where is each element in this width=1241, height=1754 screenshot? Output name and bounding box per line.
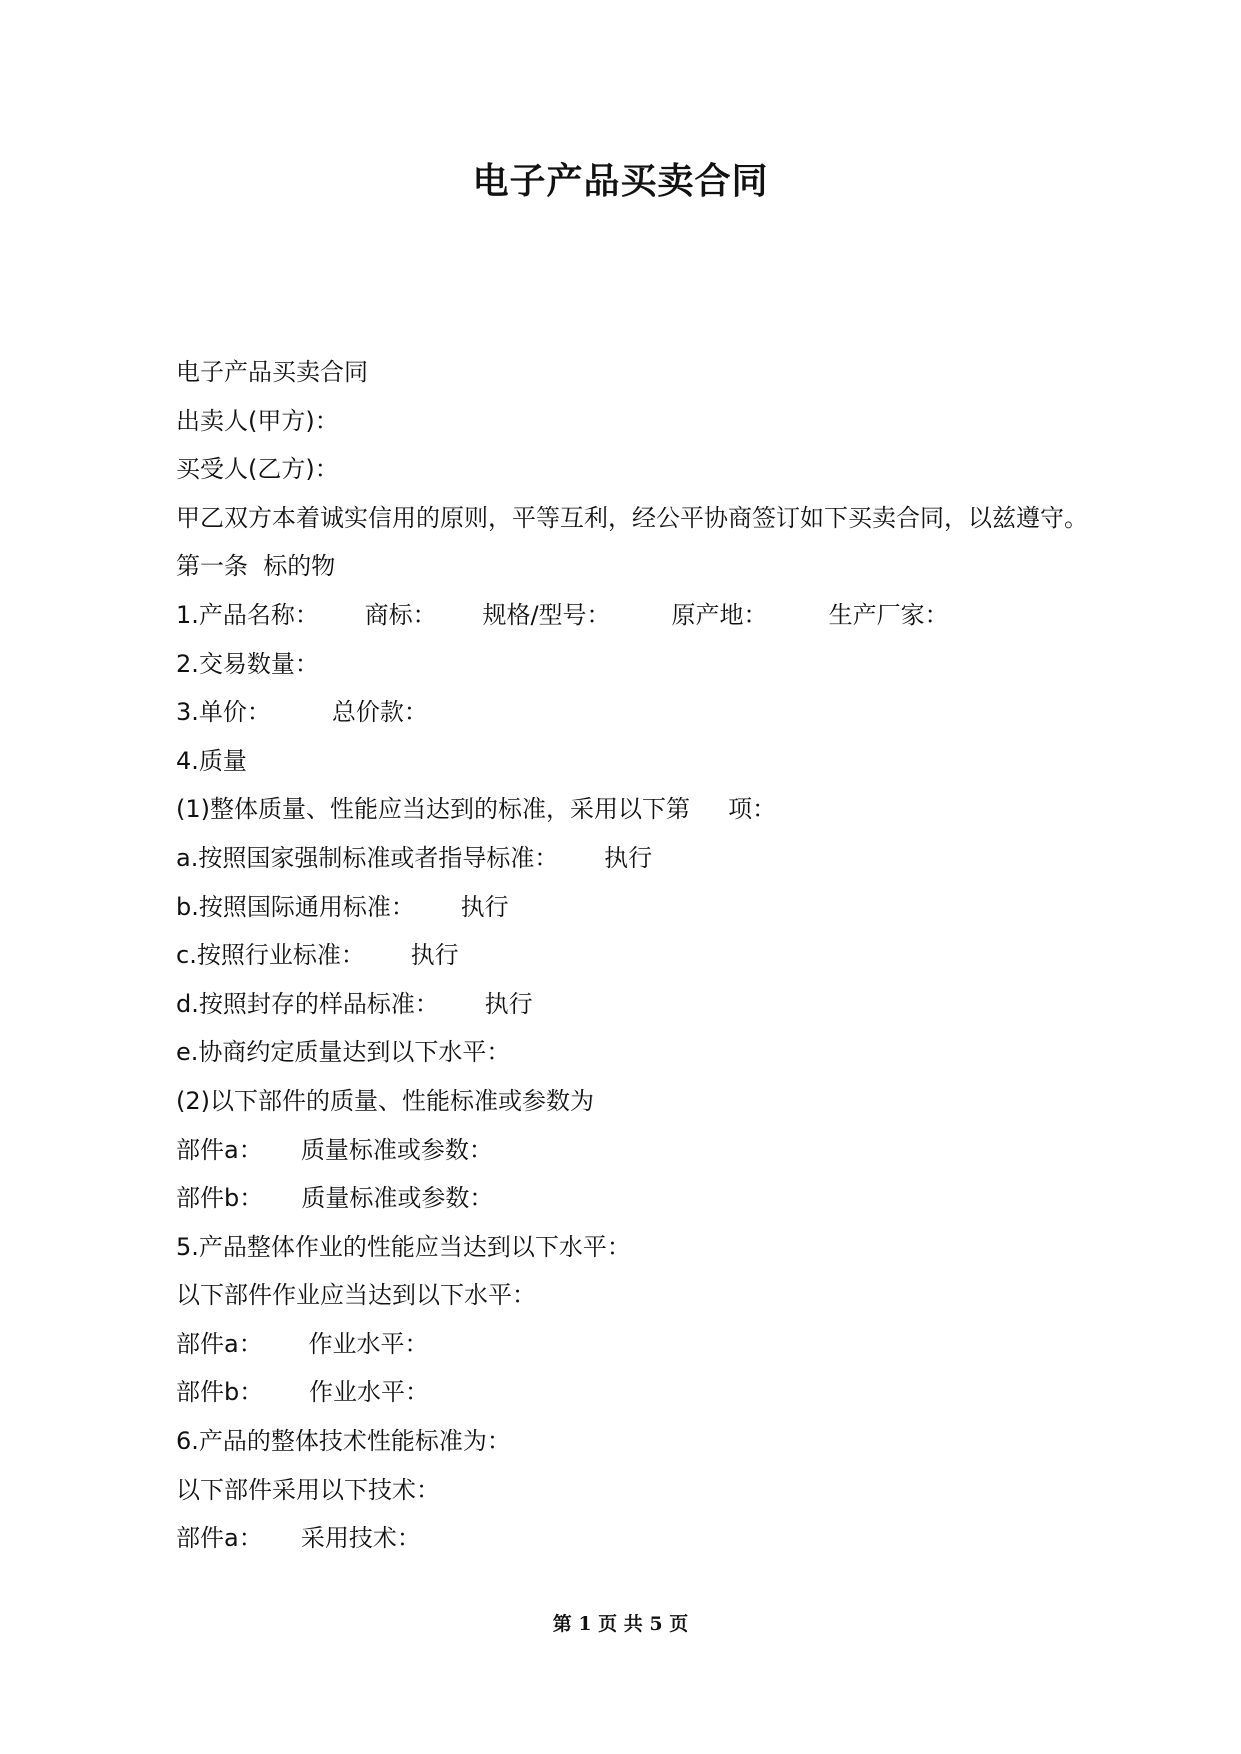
body-line-parts-performance: 以下部件作业应当达到以下水平：: [176, 1281, 536, 1310]
body-line-seller: 出卖人(甲方)：: [176, 406, 339, 435]
document-body: [176, 348, 1106, 1563]
document-title: 电子产品买卖合同: [472, 161, 769, 202]
body-line-product-name: 1.产品名称： 商标： 规格/型号： 原产地： 生产厂家：: [176, 600, 949, 629]
page-footer: 第 1 页 共 5 页: [552, 1613, 689, 1635]
body-line-quantity: 2.交易数量：: [176, 649, 319, 678]
body-line-article-1: 第一条 标的物: [176, 552, 336, 581]
body-line-option-a: a.按照国家强制标准或者指导标准： 执行: [176, 843, 653, 872]
body-line-quality-standard: (1)整体质量、性能应当达到的标准，采用以下第 项：: [176, 795, 777, 824]
body-line-option-b: b.按照国际通用标准： 执行: [176, 892, 509, 921]
body-line-part-a-technology: 部件a： 采用技术：: [176, 1524, 421, 1553]
body-line-preamble: 甲乙双方本着诚实信用的原则，平等互利，经公平协商签订如下买卖合同，以兹遵守。: [176, 503, 1088, 532]
body-line-parts-standard: (2)以下部件的质量、性能标准或参数为: [176, 1086, 594, 1115]
body-line-part-a-performance: 部件a： 作业水平：: [176, 1329, 429, 1358]
body-line-part-b-performance: 部件b： 作业水平：: [176, 1378, 430, 1407]
body-line-quality: 4.质量: [176, 746, 247, 775]
body-line-buyer: 买受人(乙方)：: [176, 455, 339, 484]
body-line-option-e: e.协商约定质量达到以下水平：: [176, 1038, 511, 1067]
body-line-price: 3.单价： 总价款：: [176, 698, 428, 727]
body-line-option-c: c.按照行业标准： 执行: [176, 941, 459, 970]
body-line-performance: 5.产品整体作业的性能应当达到以下水平：: [176, 1232, 631, 1261]
body-line-heading: 电子产品买卖合同: [176, 358, 368, 386]
body-line-technical-standard: 6.产品的整体技术性能标准为：: [176, 1427, 511, 1456]
body-line-option-d: d.按照封存的样品标准： 执行: [176, 989, 533, 1018]
body-line-part-b-quality: 部件b： 质量标准或参数：: [176, 1184, 494, 1213]
body-line-part-a-quality: 部件a： 质量标准或参数：: [176, 1135, 493, 1164]
body-line-parts-technology: 以下部件采用以下技术：: [176, 1475, 440, 1504]
